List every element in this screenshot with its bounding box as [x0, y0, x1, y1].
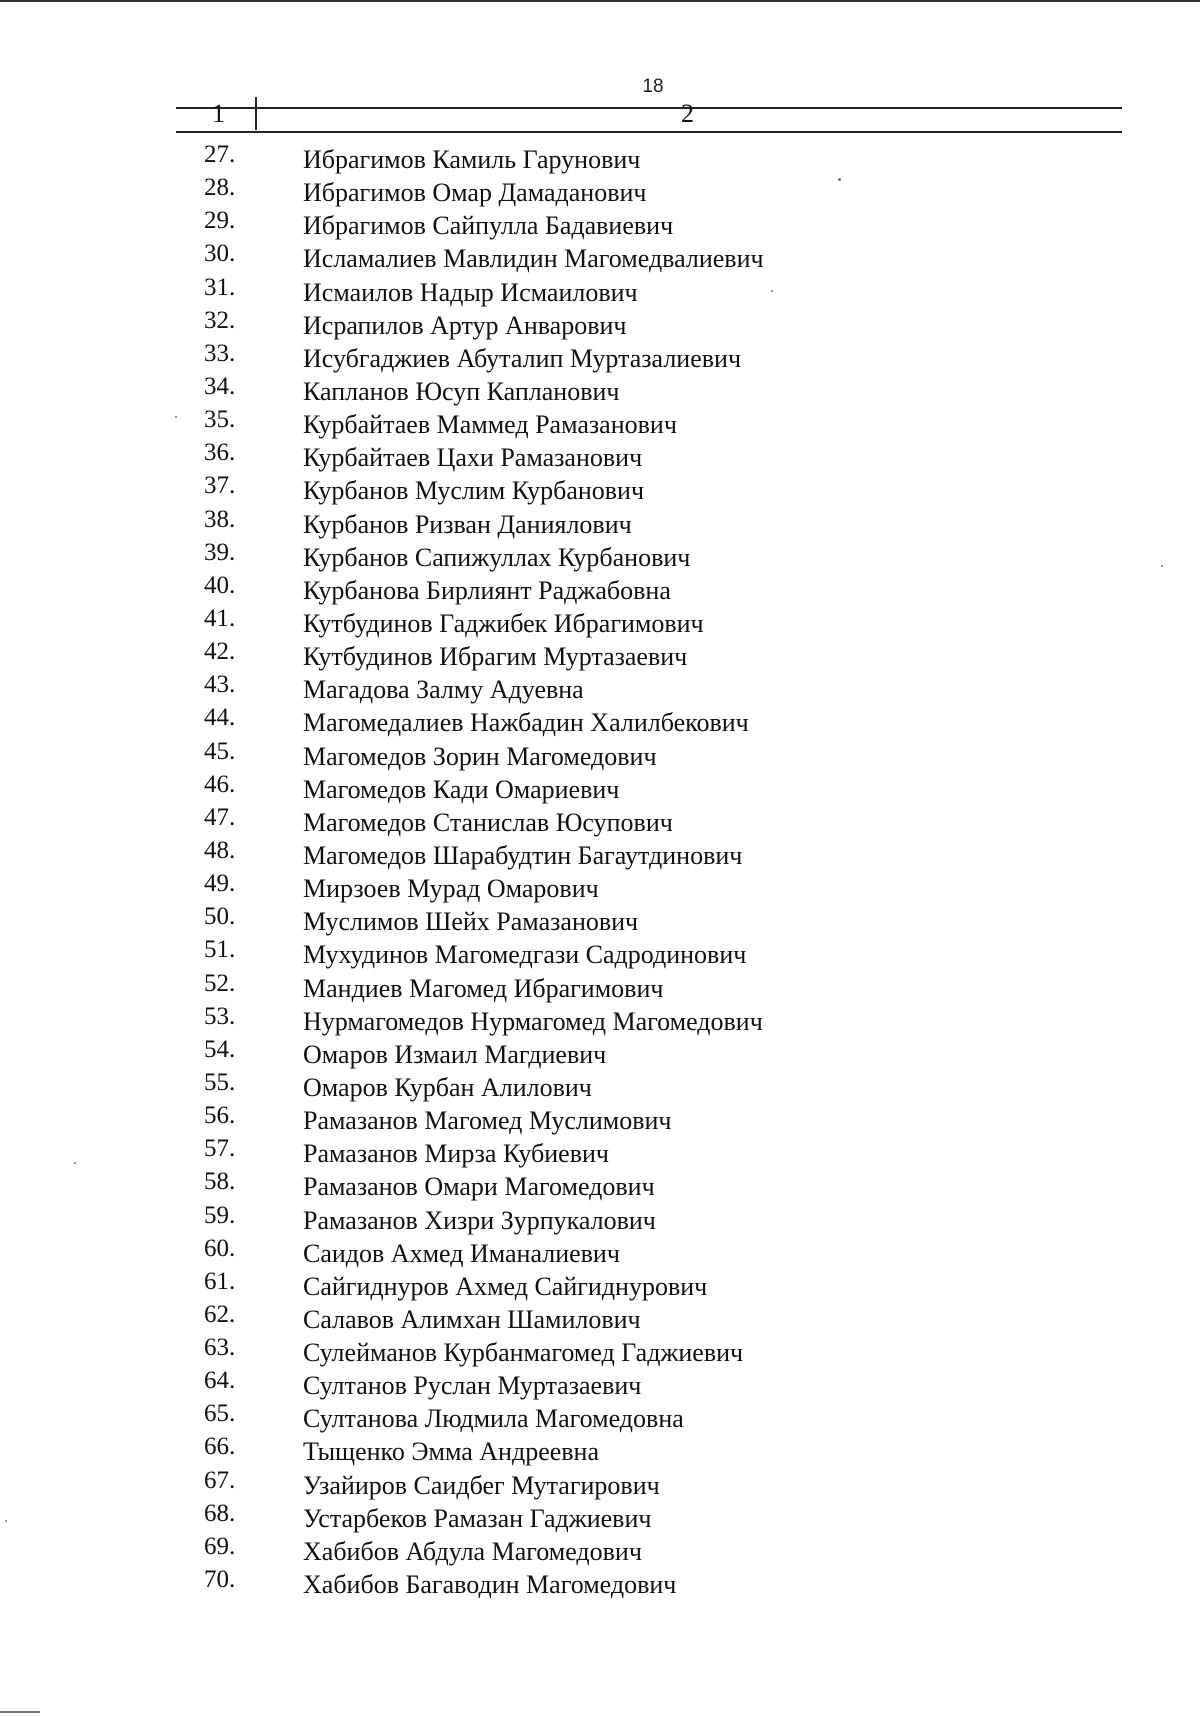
list-item — [0, 176, 1200, 209]
list-item — [0, 372, 1200, 408]
scan-speck — [175, 416, 177, 418]
person-name: Мандиев Магомед Ибрагимович — [303, 973, 664, 1003]
row-number: 36. — [204, 439, 236, 467]
row-number: 35. — [204, 406, 236, 434]
person-name: Магомедов Кади Омариевич — [303, 774, 620, 804]
list-item — [0, 242, 1200, 275]
row-number: 65. — [204, 1400, 236, 1428]
person-name: Магомедов Станислав Юсупович — [303, 807, 673, 837]
list-item — [0, 770, 1200, 806]
row-number: 58. — [204, 1168, 236, 1196]
row-number: 48. — [204, 836, 236, 864]
person-name: Хабибов Багаводин Магомедович — [303, 1570, 677, 1600]
list-item — [0, 306, 1200, 342]
list-item — [0, 836, 1200, 872]
list-item — [0, 938, 1200, 971]
row-number: 66. — [204, 1433, 236, 1461]
list-item — [0, 1035, 1200, 1071]
row-number: 56. — [204, 1102, 236, 1130]
list-item — [0, 209, 1200, 242]
row-number: 67. — [204, 1466, 236, 1494]
person-name: Мирзоев Мурад Омарович — [303, 874, 599, 904]
list-item — [0, 905, 1200, 938]
list-item — [0, 1499, 1200, 1535]
scan-speck — [5, 1520, 7, 1522]
row-number: 38. — [204, 505, 236, 533]
row-number: 62. — [204, 1300, 236, 1328]
person-name: Магадова Залму Адуевна — [303, 675, 584, 705]
column-header-number: 1 — [212, 99, 225, 128]
row-number: 44. — [204, 704, 236, 732]
list-item — [0, 1234, 1200, 1270]
row-number: 54. — [204, 1035, 236, 1063]
person-name: Рамазанов Омари Магомедович — [303, 1172, 655, 1202]
list-item — [0, 1002, 1200, 1038]
list-item — [0, 1267, 1200, 1303]
person-name: Муслимов Шейх Рамазанович — [303, 907, 639, 937]
row-number: 51. — [204, 936, 236, 964]
scan-speck — [74, 1162, 76, 1164]
person-name: Султанова Людмила Магомедовна — [303, 1404, 684, 1434]
list-item — [0, 1201, 1200, 1237]
person-name: Сулейманов Курбанмагомед Гаджиевич — [303, 1338, 744, 1368]
list-item — [0, 1402, 1200, 1435]
scan-edge-bottom — [0, 1711, 40, 1713]
person-name: Ибрагимов Сайпулла Бадавиевич — [303, 211, 674, 241]
list-item — [0, 1336, 1200, 1369]
row-number: 68. — [204, 1499, 236, 1527]
person-name: Кутбудинов Гаджибек Ибрагимович — [303, 608, 704, 638]
row-number: 57. — [204, 1135, 236, 1163]
list-item — [0, 1435, 1200, 1468]
list-item — [0, 969, 1200, 1005]
list-item — [0, 1137, 1200, 1170]
row-number: 63. — [204, 1334, 236, 1362]
person-name: Нурмагомедов Нурмагомед Магомедович — [303, 1006, 763, 1036]
row-number: 28. — [204, 174, 236, 202]
row-number: 50. — [204, 903, 236, 931]
person-name: Курбайтаев Маммед Рамазанович — [303, 410, 677, 440]
row-number: 47. — [204, 803, 236, 831]
person-name: Рамазанов Хизри Зурпукалович — [303, 1205, 656, 1235]
person-name: Узайиров Саидбег Мутагирович — [303, 1470, 660, 1500]
person-name: Исмаилов Надыр Исмаилович — [303, 277, 638, 307]
list-item — [0, 872, 1200, 905]
person-name: Исламалиев Мавлидин Магомедвалиевич — [303, 244, 764, 274]
row-number: 41. — [204, 604, 236, 632]
person-name: Исубгаджиев Абуталип Муртазалиевич — [303, 343, 742, 373]
name-list — [0, 143, 1200, 1601]
person-name: Салавов Алимхан Шамилович — [303, 1304, 641, 1334]
row-number: 52. — [204, 969, 236, 997]
person-name: Ибрагимов Омар Дамаданович — [303, 178, 647, 208]
list-item — [0, 604, 1200, 640]
row-number: 33. — [204, 339, 236, 367]
person-name: Капланов Юсуп Капланович — [303, 376, 620, 406]
row-number: 39. — [204, 538, 236, 566]
list-item — [0, 1532, 1200, 1568]
row-number: 40. — [204, 571, 236, 599]
list-item — [0, 505, 1200, 541]
person-name: Курбанов Ризван Даниялович — [303, 509, 632, 539]
list-item — [0, 273, 1200, 309]
column-header-name: 2 — [681, 99, 694, 128]
person-name: Рамазанов Магомед Муслимович — [303, 1106, 672, 1136]
person-name: Ибрагимов Камиль Гарунович — [303, 145, 641, 174]
list-item — [0, 1466, 1200, 1502]
scan-speck — [1161, 565, 1163, 567]
person-name: Исрапилов Артур Анварович — [303, 310, 627, 340]
page-number: 18 — [642, 76, 664, 97]
row-number: 42. — [204, 638, 236, 666]
list-item — [0, 673, 1200, 706]
scan-speck — [771, 290, 773, 292]
person-name: Омаров Курбан Алилович — [303, 1072, 592, 1102]
column-divider — [255, 97, 257, 130]
table-header-bottom-rule — [176, 131, 1122, 133]
row-number: 30. — [204, 240, 236, 268]
person-name: Курбайтаев Цахи Рамазанович — [303, 443, 643, 473]
list-item — [0, 1300, 1200, 1336]
person-name: Саидов Ахмед Иманалиевич — [303, 1238, 620, 1268]
person-name: Сайгиднуров Ахмед Сайгиднурович — [303, 1271, 708, 1301]
person-name: Магомедов Шарабудтин Багаутдинович — [303, 840, 743, 870]
list-item — [0, 1104, 1200, 1137]
person-name: Тыщенко Эмма Андреевна — [303, 1437, 600, 1467]
row-number: 64. — [204, 1367, 236, 1395]
row-number: 27. — [204, 141, 236, 168]
person-name: Кутбудинов Ибрагим Муртазаевич — [303, 642, 688, 672]
row-number: 34. — [204, 372, 236, 400]
list-item — [0, 737, 1200, 773]
row-number: 60. — [204, 1234, 236, 1262]
person-name: Курбанова Бирлиянт Раджабовна — [303, 575, 671, 605]
list-item — [0, 441, 1200, 474]
row-number: 55. — [204, 1068, 236, 1096]
row-number: 37. — [204, 472, 236, 500]
list-item — [0, 143, 1200, 176]
list-item — [0, 1068, 1200, 1104]
list-item — [0, 1369, 1200, 1402]
person-name: Курбанов Сапижуллах Курбанович — [303, 542, 691, 572]
list-item — [0, 571, 1200, 607]
row-number: 70. — [204, 1566, 236, 1594]
person-name: Устарбеков Рамазан Гаджиевич — [303, 1503, 652, 1533]
person-name: Рамазанов Мирза Кубиевич — [303, 1139, 609, 1169]
person-name: Султанов Руслан Муртазаевич — [303, 1371, 642, 1401]
row-number: 49. — [204, 870, 236, 898]
row-number: 61. — [204, 1267, 236, 1295]
list-item — [0, 538, 1200, 574]
row-number: 45. — [204, 737, 236, 765]
person-name: Курбанов Муслим Курбанович — [303, 476, 645, 506]
list-item — [0, 706, 1200, 739]
list-item — [0, 339, 1200, 375]
row-number: 32. — [204, 306, 236, 334]
row-number: 43. — [204, 671, 236, 699]
person-name: Омаров Измаил Магдиевич — [303, 1039, 607, 1069]
scan-speck — [838, 178, 841, 181]
person-name: Хабибов Абдула Магомедович — [303, 1536, 642, 1566]
person-name: Магомедов Зорин Магомедович — [303, 741, 657, 771]
row-number: 69. — [204, 1532, 236, 1560]
row-number: 59. — [204, 1201, 236, 1229]
person-name: Магомедалиев Нажбадин Халилбекович — [303, 708, 749, 738]
table-top-rule — [176, 107, 1122, 109]
list-item — [0, 1568, 1200, 1601]
row-number: 29. — [204, 207, 236, 235]
list-item — [0, 408, 1200, 441]
list-item — [0, 803, 1200, 839]
scan-edge-top — [0, 0, 1200, 2]
row-number: 53. — [204, 1002, 236, 1030]
row-number: 31. — [204, 273, 236, 301]
list-item — [0, 1170, 1200, 1203]
list-item — [0, 640, 1200, 673]
list-item — [0, 474, 1200, 507]
row-number: 46. — [204, 770, 236, 798]
person-name: Мухудинов Магомедгази Садродинович — [303, 940, 747, 970]
